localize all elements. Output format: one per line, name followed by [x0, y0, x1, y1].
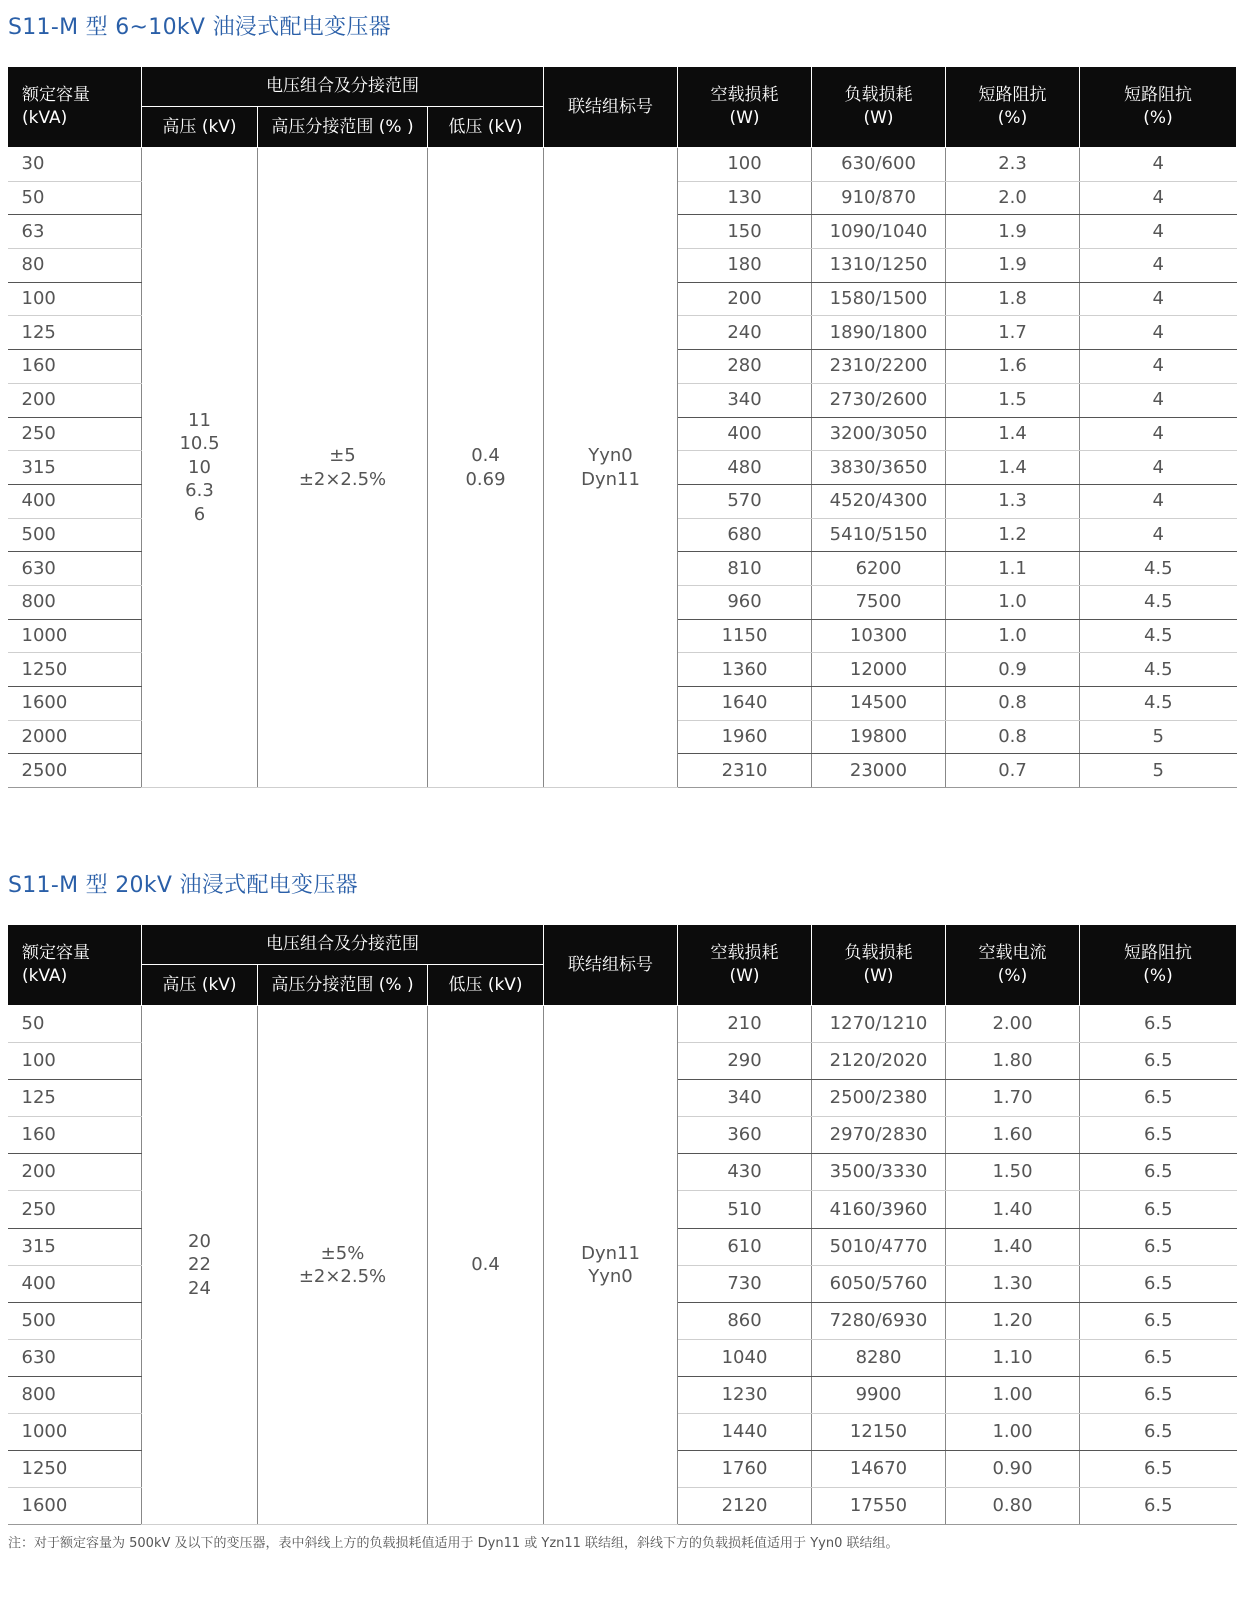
col7-cell: 1.0 [946, 585, 1080, 619]
no-load-loss-cell: 1960 [678, 720, 812, 754]
col7-cell: 2.3 [946, 148, 1080, 182]
impedance-cell: 4 [1080, 215, 1237, 249]
col7-cell: 1.00 [946, 1414, 1080, 1451]
no-load-loss-cell: 340 [678, 1080, 812, 1117]
lv-cell: 0.4 [428, 1006, 544, 1525]
no-load-loss-cell: 340 [678, 383, 812, 417]
hv-cell: 11 10.5 10 6.3 6 [142, 148, 258, 788]
no-load-loss-cell: 100 [678, 148, 812, 182]
impedance-cell: 4 [1080, 316, 1237, 350]
capacity-cell: 630 [8, 552, 142, 586]
capacity-cell: 2500 [8, 754, 142, 788]
header-hv: 高压 (kV) [142, 107, 258, 148]
col7-cell: 1.7 [946, 316, 1080, 350]
impedance-cell: 6.5 [1080, 1302, 1237, 1339]
no-load-loss-cell: 510 [678, 1191, 812, 1228]
col7-cell: 1.30 [946, 1265, 1080, 1302]
connection-cell: Yyn0 Dyn11 [544, 148, 678, 788]
header-no-load-loss: 空载损耗 (W) [678, 67, 812, 148]
tap-cell: ±5 ±2×2.5% [258, 148, 428, 788]
col7-cell: 1.80 [946, 1043, 1080, 1080]
capacity-cell: 1600 [8, 1488, 142, 1525]
col7-cell: 2.0 [946, 181, 1080, 215]
no-load-loss-cell: 1230 [678, 1376, 812, 1413]
no-load-loss-cell: 200 [678, 282, 812, 316]
col7-cell: 0.7 [946, 754, 1080, 788]
col7-cell: 1.9 [946, 249, 1080, 283]
load-loss-cell: 12150 [812, 1414, 946, 1451]
no-load-loss-cell: 1150 [678, 619, 812, 653]
impedance-cell: 6.5 [1080, 1080, 1237, 1117]
load-loss-cell: 10300 [812, 619, 946, 653]
table1-title: S11-M 型 6~10kV 油浸式配电变压器 [8, 15, 391, 40]
col7-cell: 2.00 [946, 1006, 1080, 1043]
load-loss-cell: 14670 [812, 1451, 946, 1488]
capacity-cell: 1250 [8, 1451, 142, 1488]
no-load-loss-cell: 180 [678, 249, 812, 283]
impedance-cell: 4 [1080, 350, 1237, 384]
load-loss-cell: 8280 [812, 1339, 946, 1376]
capacity-cell: 800 [8, 585, 142, 619]
no-load-loss-cell: 570 [678, 484, 812, 518]
col7-cell: 1.3 [946, 484, 1080, 518]
load-loss-cell: 3500/3330 [812, 1154, 946, 1191]
header-capacity: 额定容量 (kVA) [8, 925, 142, 1006]
no-load-loss-cell: 2120 [678, 1488, 812, 1525]
col7-cell: 0.9 [946, 653, 1080, 687]
header-impedance: 短路阻抗 (%) [1080, 925, 1237, 1006]
col7-cell: 1.20 [946, 1302, 1080, 1339]
header-tap: 高压分接范围 (% ) [258, 107, 428, 148]
col7-cell: 1.50 [946, 1154, 1080, 1191]
capacity-cell: 315 [8, 1228, 142, 1265]
load-loss-cell: 6050/5760 [812, 1265, 946, 1302]
load-loss-cell: 5010/4770 [812, 1228, 946, 1265]
load-loss-cell: 1580/1500 [812, 282, 946, 316]
no-load-loss-cell: 290 [678, 1043, 812, 1080]
capacity-cell: 160 [8, 350, 142, 384]
load-loss-cell: 14500 [812, 687, 946, 721]
header-col7: 空载电流 (%) [946, 925, 1080, 1006]
load-loss-cell: 910/870 [812, 181, 946, 215]
impedance-cell: 4.5 [1080, 585, 1237, 619]
capacity-cell: 630 [8, 1339, 142, 1376]
impedance-cell: 6.5 [1080, 1154, 1237, 1191]
header-hv: 高压 (kV) [142, 965, 258, 1006]
load-loss-cell: 1310/1250 [812, 249, 946, 283]
table-row [8, 1006, 1237, 1043]
col7-cell: 1.00 [946, 1376, 1080, 1413]
capacity-cell: 500 [8, 1302, 142, 1339]
footnote: 注：对于额定容量为 500kV 及以下的变压器，表中斜线上方的负载损耗值适用于 Dyn11 或 Yzn11 联结组，斜线下方的负载损耗值适用于 Yyn0 联结组。 [8, 1536, 899, 1551]
header-lv: 低压 (kV) [428, 107, 544, 148]
impedance-cell: 4.5 [1080, 552, 1237, 586]
col7-cell: 0.80 [946, 1488, 1080, 1525]
header-voltage-group: 电压组合及分接范围 [142, 925, 544, 965]
col7-cell: 1.1 [946, 552, 1080, 586]
capacity-cell: 400 [8, 484, 142, 518]
load-loss-cell: 2310/2200 [812, 350, 946, 384]
load-loss-cell: 3200/3050 [812, 417, 946, 451]
load-loss-cell: 1890/1800 [812, 316, 946, 350]
impedance-cell: 6.5 [1080, 1006, 1237, 1043]
capacity-cell: 80 [8, 249, 142, 283]
load-loss-cell: 4160/3960 [812, 1191, 946, 1228]
header-tap: 高压分接范围 (% ) [258, 965, 428, 1006]
col7-cell: 0.8 [946, 687, 1080, 721]
capacity-cell: 800 [8, 1376, 142, 1413]
no-load-loss-cell: 130 [678, 181, 812, 215]
capacity-cell: 125 [8, 1080, 142, 1117]
impedance-cell: 5 [1080, 720, 1237, 754]
capacity-cell: 1600 [8, 687, 142, 721]
no-load-loss-cell: 150 [678, 215, 812, 249]
capacity-cell: 50 [8, 181, 142, 215]
header-impedance: 短路阻抗 (%) [1080, 67, 1237, 148]
no-load-loss-cell: 1040 [678, 1339, 812, 1376]
capacity-cell: 400 [8, 1265, 142, 1302]
impedance-cell: 6.5 [1080, 1339, 1237, 1376]
no-load-loss-cell: 240 [678, 316, 812, 350]
table2 [7, 924, 1237, 1525]
capacity-cell: 200 [8, 1154, 142, 1191]
load-loss-cell: 1090/1040 [812, 215, 946, 249]
header-capacity: 额定容量 (kVA) [8, 67, 142, 148]
col7-cell: 1.8 [946, 282, 1080, 316]
impedance-cell: 4 [1080, 383, 1237, 417]
col7-cell: 1.2 [946, 518, 1080, 552]
capacity-cell: 250 [8, 1191, 142, 1228]
impedance-cell: 6.5 [1080, 1043, 1237, 1080]
no-load-loss-cell: 610 [678, 1228, 812, 1265]
no-load-loss-cell: 480 [678, 451, 812, 485]
load-loss-cell: 4520/4300 [812, 484, 946, 518]
header-col7: 短路阻抗 (%) [946, 67, 1080, 148]
impedance-cell: 4.5 [1080, 687, 1237, 721]
col7-cell: 1.0 [946, 619, 1080, 653]
connection-cell: Dyn11 Yyn0 [544, 1006, 678, 1525]
col7-cell: 1.40 [946, 1191, 1080, 1228]
header-connection: 联结组标号 [544, 925, 678, 1006]
table-row [8, 148, 1237, 182]
capacity-cell: 1000 [8, 1414, 142, 1451]
capacity-cell: 160 [8, 1117, 142, 1154]
impedance-cell: 6.5 [1080, 1191, 1237, 1228]
impedance-cell: 6.5 [1080, 1488, 1237, 1525]
impedance-cell: 4.5 [1080, 619, 1237, 653]
table2-title: S11-M 型 20kV 油浸式配电变压器 [8, 873, 358, 898]
no-load-loss-cell: 680 [678, 518, 812, 552]
header-no-load-loss: 空载损耗 (W) [678, 925, 812, 1006]
lv-cell: 0.4 0.69 [428, 148, 544, 788]
impedance-cell: 4 [1080, 181, 1237, 215]
impedance-cell: 4 [1080, 249, 1237, 283]
col7-cell: 0.8 [946, 720, 1080, 754]
impedance-cell: 6.5 [1080, 1414, 1237, 1451]
table1 [7, 66, 1237, 788]
load-loss-cell: 3830/3650 [812, 451, 946, 485]
load-loss-cell: 630/600 [812, 148, 946, 182]
capacity-cell: 100 [8, 282, 142, 316]
capacity-cell: 1250 [8, 653, 142, 687]
load-loss-cell: 1270/1210 [812, 1006, 946, 1043]
capacity-cell: 1000 [8, 619, 142, 653]
header-load-loss: 负载损耗 (W) [812, 67, 946, 148]
col7-cell: 1.60 [946, 1117, 1080, 1154]
impedance-cell: 5 [1080, 754, 1237, 788]
col7-cell: 1.40 [946, 1228, 1080, 1265]
impedance-cell: 6.5 [1080, 1451, 1237, 1488]
load-loss-cell: 17550 [812, 1488, 946, 1525]
no-load-loss-cell: 400 [678, 417, 812, 451]
col7-cell: 1.4 [946, 451, 1080, 485]
col7-cell: 1.5 [946, 383, 1080, 417]
impedance-cell: 4.5 [1080, 653, 1237, 687]
no-load-loss-cell: 2310 [678, 754, 812, 788]
impedance-cell: 4 [1080, 451, 1237, 485]
capacity-cell: 500 [8, 518, 142, 552]
capacity-cell: 200 [8, 383, 142, 417]
load-loss-cell: 19800 [812, 720, 946, 754]
no-load-loss-cell: 1760 [678, 1451, 812, 1488]
impedance-cell: 6.5 [1080, 1376, 1237, 1413]
no-load-loss-cell: 210 [678, 1006, 812, 1043]
col7-cell: 1.10 [946, 1339, 1080, 1376]
no-load-loss-cell: 360 [678, 1117, 812, 1154]
col7-cell: 1.9 [946, 215, 1080, 249]
hv-cell: 20 22 24 [142, 1006, 258, 1525]
impedance-cell: 6.5 [1080, 1228, 1237, 1265]
no-load-loss-cell: 1640 [678, 687, 812, 721]
load-loss-cell: 2730/2600 [812, 383, 946, 417]
load-loss-cell: 2500/2380 [812, 1080, 946, 1117]
impedance-cell: 4 [1080, 518, 1237, 552]
no-load-loss-cell: 280 [678, 350, 812, 384]
capacity-cell: 315 [8, 451, 142, 485]
load-loss-cell: 23000 [812, 754, 946, 788]
capacity-cell: 250 [8, 417, 142, 451]
impedance-cell: 6.5 [1080, 1117, 1237, 1154]
impedance-cell: 4 [1080, 484, 1237, 518]
capacity-cell: 100 [8, 1043, 142, 1080]
no-load-loss-cell: 810 [678, 552, 812, 586]
no-load-loss-cell: 960 [678, 585, 812, 619]
no-load-loss-cell: 430 [678, 1154, 812, 1191]
col7-cell: 1.70 [946, 1080, 1080, 1117]
load-loss-cell: 6200 [812, 552, 946, 586]
impedance-cell: 4 [1080, 417, 1237, 451]
capacity-cell: 50 [8, 1006, 142, 1043]
tap-cell: ±5% ±2×2.5% [258, 1006, 428, 1525]
col7-cell: 1.4 [946, 417, 1080, 451]
capacity-cell: 30 [8, 148, 142, 182]
load-loss-cell: 12000 [812, 653, 946, 687]
header-connection: 联结组标号 [544, 67, 678, 148]
capacity-cell: 125 [8, 316, 142, 350]
capacity-cell: 2000 [8, 720, 142, 754]
load-loss-cell: 7280/6930 [812, 1302, 946, 1339]
load-loss-cell: 2120/2020 [812, 1043, 946, 1080]
impedance-cell: 4 [1080, 148, 1237, 182]
no-load-loss-cell: 860 [678, 1302, 812, 1339]
no-load-loss-cell: 730 [678, 1265, 812, 1302]
header-voltage-group: 电压组合及分接范围 [142, 67, 544, 107]
impedance-cell: 6.5 [1080, 1265, 1237, 1302]
load-loss-cell: 5410/5150 [812, 518, 946, 552]
no-load-loss-cell: 1360 [678, 653, 812, 687]
load-loss-cell: 9900 [812, 1376, 946, 1413]
col7-cell: 1.6 [946, 350, 1080, 384]
load-loss-cell: 7500 [812, 585, 946, 619]
no-load-loss-cell: 1440 [678, 1414, 812, 1451]
load-loss-cell: 2970/2830 [812, 1117, 946, 1154]
header-lv: 低压 (kV) [428, 965, 544, 1006]
capacity-cell: 63 [8, 215, 142, 249]
header-load-loss: 负载损耗 (W) [812, 925, 946, 1006]
col7-cell: 0.90 [946, 1451, 1080, 1488]
impedance-cell: 4 [1080, 282, 1237, 316]
